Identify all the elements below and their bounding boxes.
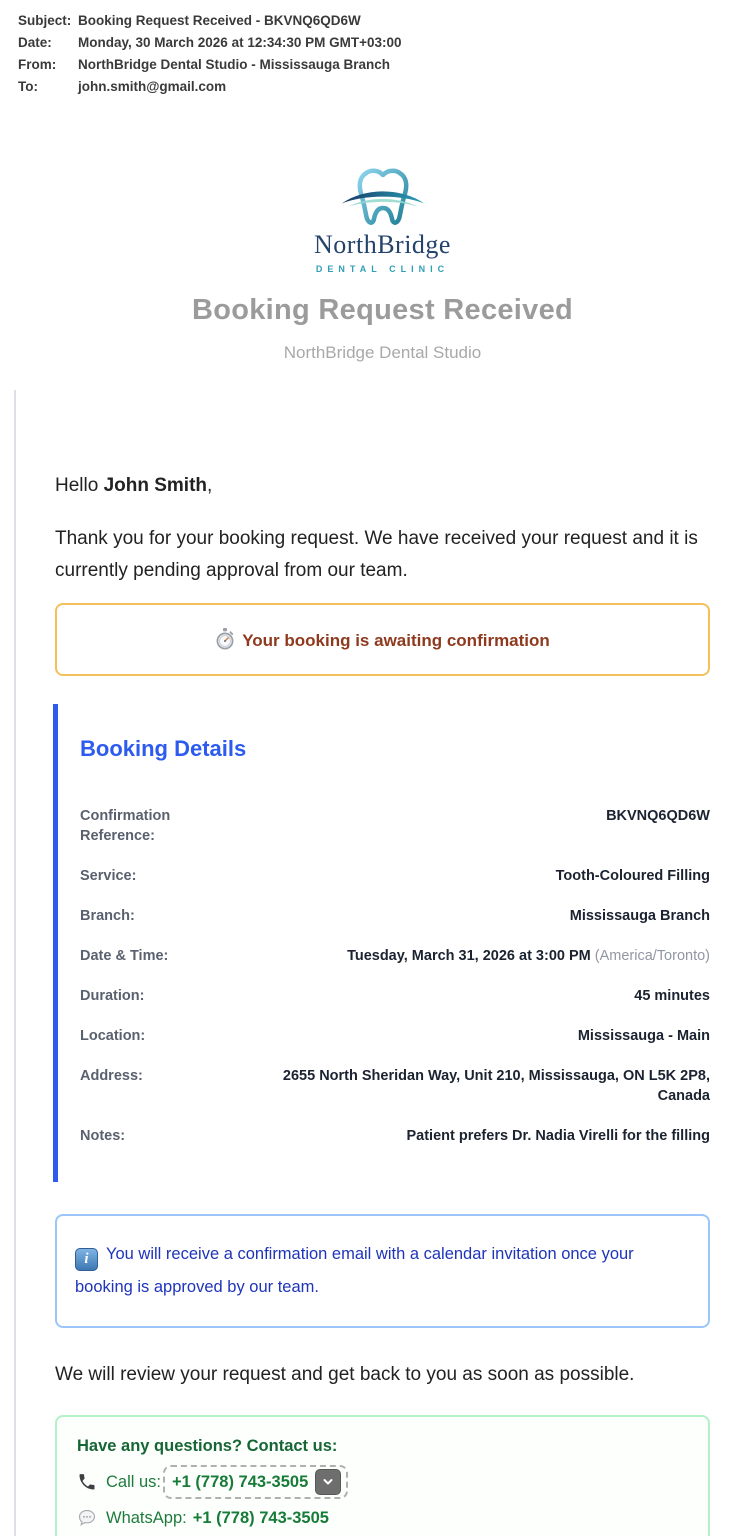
call-label: Call us:	[106, 1472, 162, 1491]
detail-row-location	[80, 1016, 710, 1056]
whatsapp-line	[77, 1508, 688, 1528]
call-phone-number[interactable]: +1 (778) 743-3505	[172, 1472, 309, 1491]
from-label: From:	[18, 57, 57, 72]
detail-value	[230, 946, 710, 966]
detail-row-notes	[80, 1116, 710, 1156]
mail-header	[0, 0, 733, 98]
booking-details-title: Booking Details	[80, 736, 247, 761]
detail-value: Mississauga Branch	[569, 908, 710, 924]
phone-detector-dropdown-button[interactable]	[315, 1469, 341, 1495]
date-label: Date:	[18, 35, 52, 50]
phone-number-data-detector[interactable]	[163, 1465, 348, 1499]
stopwatch-icon	[215, 628, 235, 650]
info-icon: i	[75, 1248, 98, 1271]
clinic-logo	[55, 166, 710, 274]
subject-value: Booking Request Received - BKVNQ6QD6W	[78, 13, 361, 28]
detail-value: Patient prefers Dr. Nadia Virelli for the filling	[406, 1128, 710, 1144]
detail-label: Notes:	[80, 1128, 126, 1144]
tooth-icon	[320, 166, 446, 228]
mail-header-from-row	[18, 54, 717, 76]
speech-bubble-icon	[77, 1508, 97, 1528]
info-note-text: You will receive a confirmation email with a calendar invitation once your booking is approved by our team.	[75, 1245, 634, 1296]
detail-label: Duration:	[80, 988, 145, 1004]
greeting-suffix: ,	[207, 475, 213, 496]
contact-box	[55, 1415, 710, 1536]
detail-value: 2655 North Sheridan Way, Unit 210, Mississauga, ON L5K 2P8, Canada	[282, 1068, 710, 1104]
phone-icon	[77, 1472, 97, 1492]
detail-row-duration	[80, 976, 710, 1016]
whatsapp-label: WhatsApp:	[106, 1508, 187, 1527]
brand-tagline: DENTAL CLINIC	[315, 264, 450, 274]
page-title: Booking Request Received	[191, 294, 574, 326]
booking-details-rows	[80, 796, 710, 1156]
whatsapp-phone-number[interactable]: +1 (778) 743-3505	[192, 1508, 329, 1527]
mail-header-subject-row	[18, 10, 717, 32]
greeting	[55, 475, 710, 497]
detail-row-date-time	[80, 936, 710, 976]
detail-label: Service:	[80, 868, 137, 884]
detail-value-timezone: (America/Toronto)	[590, 948, 710, 964]
greeting-prefix: Hello	[55, 475, 104, 496]
body-left-divider	[14, 390, 16, 1536]
status-banner	[55, 603, 710, 676]
email-body	[0, 166, 733, 1536]
detail-value: 45 minutes	[634, 988, 710, 1004]
intro-paragraph: Thank you for your booking request. We have received your request and it is currently pending approval from our team.	[55, 528, 698, 581]
booking-details-section	[53, 704, 710, 1182]
detail-label: Date & Time:	[80, 948, 169, 964]
to-label: To:	[18, 79, 38, 94]
recipient-name: John Smith	[103, 475, 208, 496]
from-value: NorthBridge Dental Studio - Mississauga Branch	[78, 57, 391, 72]
call-line	[77, 1465, 688, 1499]
closing-paragraph: We will review your request and get back to you as soon as possible.	[55, 1364, 635, 1385]
status-banner-text: Your booking is awaiting confirmation	[242, 631, 550, 650]
detail-value: BKVNQ6QD6W	[606, 808, 710, 824]
date-value: Monday, 30 March 2026 at 12:34:30 PM GMT+03:00	[78, 35, 402, 50]
detail-row-branch	[80, 896, 710, 936]
page-subtitle: NorthBridge Dental Studio	[283, 343, 482, 362]
mail-header-to-row	[18, 76, 717, 98]
detail-row-address	[80, 1056, 710, 1116]
detail-label: Location:	[80, 1028, 146, 1044]
mail-header-date-row	[18, 32, 717, 54]
detail-row-service	[80, 856, 710, 896]
detail-value: Tooth-Coloured Filling	[555, 868, 710, 884]
to-value: john.smith@gmail.com	[78, 79, 227, 94]
detail-row-confirmation-reference	[80, 796, 710, 856]
detail-label: Branch:	[80, 908, 135, 924]
info-note	[55, 1214, 710, 1328]
detail-label: Confirmation Reference:	[80, 808, 171, 844]
chevron-down-icon	[322, 1476, 334, 1488]
detail-label: Address:	[80, 1068, 143, 1084]
brand-name: NorthBridge	[314, 230, 451, 259]
detail-value: Mississauga - Main	[577, 1028, 710, 1044]
contact-heading: Have any questions? Contact us:	[77, 1437, 338, 1455]
detail-value-main: Tuesday, March 31, 2026 at 3:00 PM	[347, 948, 591, 964]
subject-label: Subject:	[18, 13, 72, 28]
